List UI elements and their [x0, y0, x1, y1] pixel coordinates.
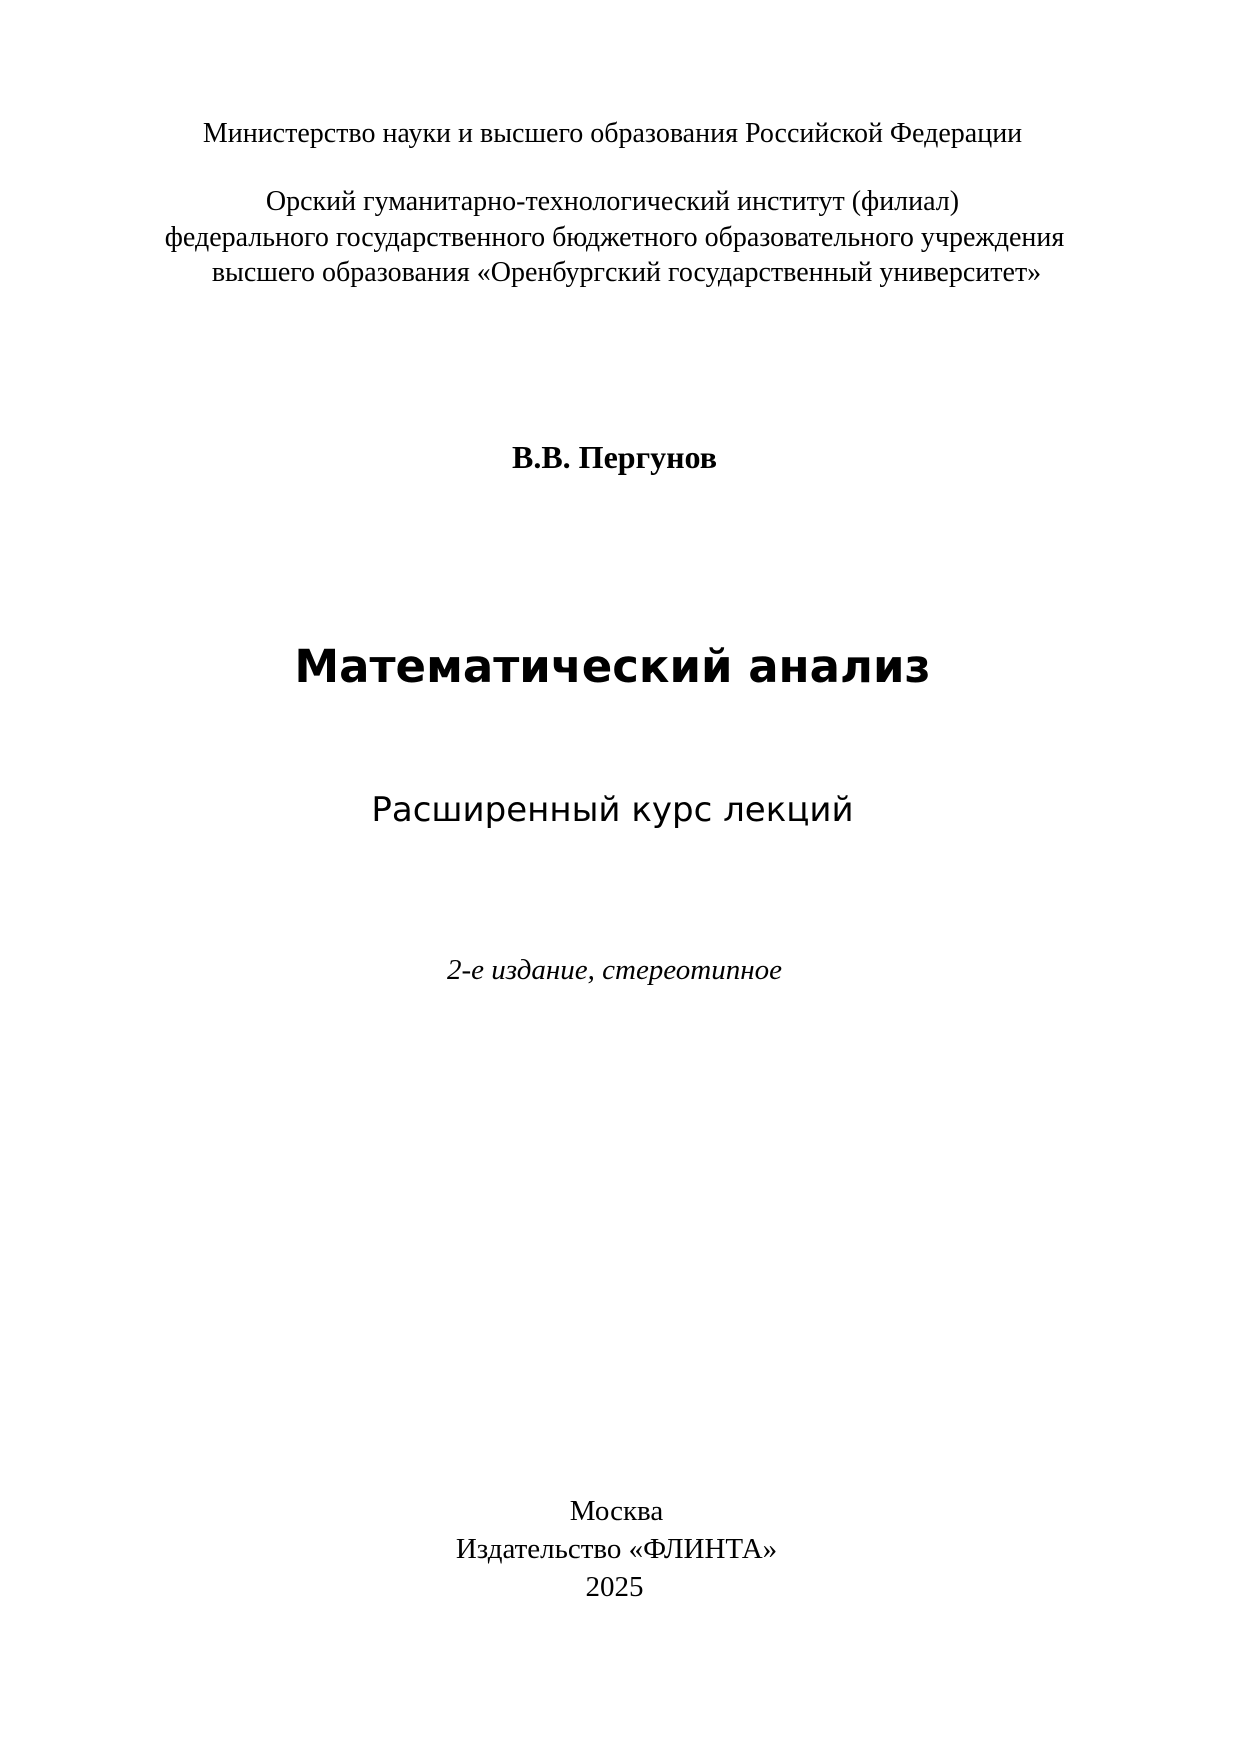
imprint-city: Москва	[569, 1495, 664, 1527]
institution-line-1: Орский гуманитарно-технологический институт (филиал)	[265, 186, 960, 217]
book-author: В.В. Пергунов	[511, 439, 718, 475]
edition-note: 2-е издание, стереотипное	[446, 954, 782, 986]
institution-line-2: федерального государственного бюджетного образовательного учреждения	[164, 222, 1065, 253]
imprint-year: 2025	[585, 1571, 644, 1603]
institution-line-3: высшего образования «Оренбургский государственный университет»	[211, 257, 1042, 288]
book-subtitle: Расширенный курс лекций	[371, 790, 854, 830]
book-title: Математический анализ	[294, 640, 931, 693]
ministry-name: Министерство науки и высшего образования Российской Федерации	[202, 118, 1023, 149]
imprint-publisher: Издательство «ФЛИНТА»	[455, 1533, 778, 1565]
